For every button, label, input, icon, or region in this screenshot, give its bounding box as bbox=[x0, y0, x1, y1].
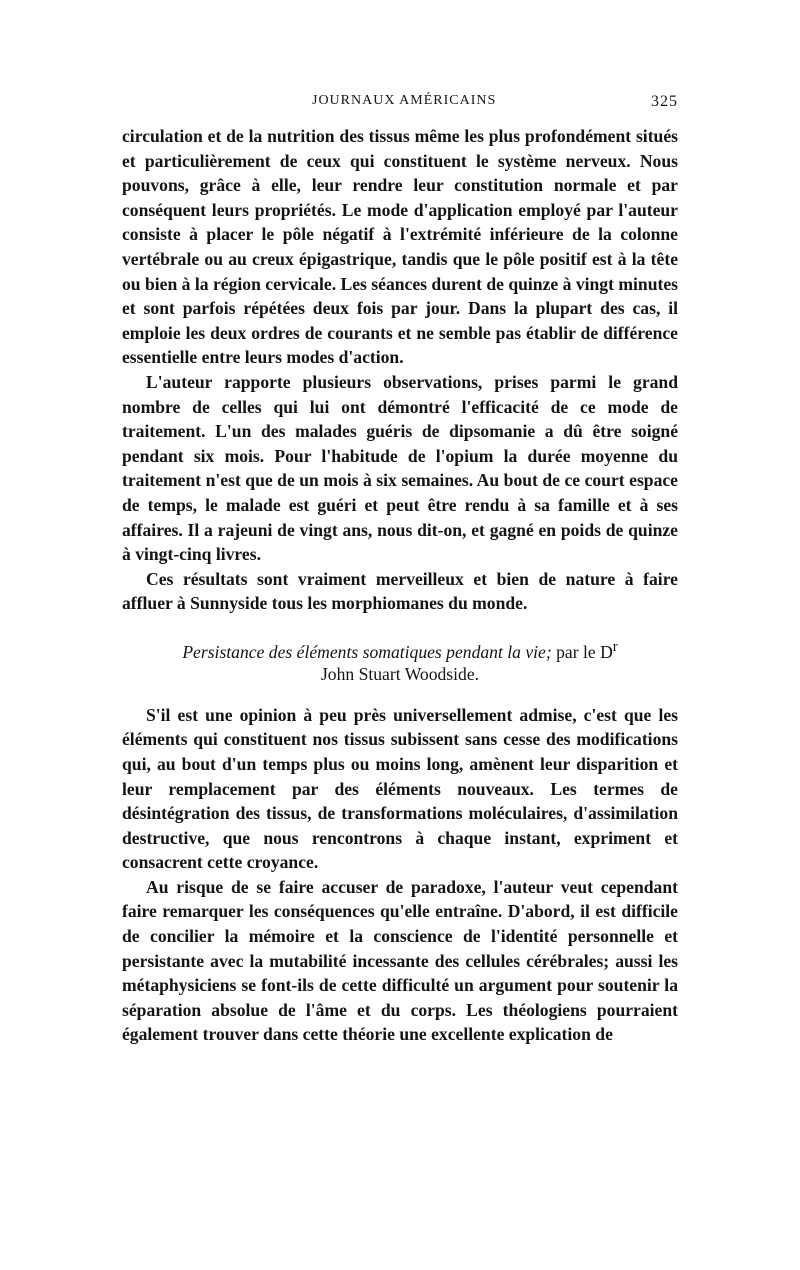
body-text bbox=[122, 124, 678, 1047]
paragraph: S'il est une opinion à peu près universellement admise, c'est que les éléments qui constituent nos tissus subissent sans cesse des modifications qui, au bout d'un temps plus ou moins long, amènent leur disparition et leur remplacement par des éléments nouveaux. Les termes de désintégration des tissus, de transformations moléculaires, d'assimilation destructive, que nous rencontrons à chaque instant, expriment et consacrent cette croyance. bbox=[122, 704, 678, 873]
paragraph: Au risque de se faire accuser de paradoxe, l'auteur veut cependant faire remarquer les conséquences qu'elle entraîne. D'abord, il est difficile de concilier la mémoire et la conscience de l'identité personnelle et persistante avec la mutabilité incessante des cellules cérébrales; aussi les métaphysiciens se font-ils de cette difficulté un argument pour soutenir la séparation absolue de l'âme et du corps. Les théologiens pourraient également trouver dans cette théorie une excellente explication de bbox=[122, 876, 678, 1045]
section-title: Persistance des éléments somatiques pendant la vie; bbox=[182, 641, 552, 662]
paragraph: L'auteur rapporte plusieurs observations, prises parmi le grand nombre de celles qui lui ont démontré l'efficacité de ce mode de traitement. L'un des malades guéris de dipsomanie a dû être soigné pendant six mois. Pour l'habitude de l'opium la durée moyenne du traitement n'est que de un mois à six semaines. Au bout de ce court espace de temps, le malade est guéri et peut être rendu à sa famille et à ses affaires. Il a rajeuni de vingt ans, nous dit-on, et gagné en poids de quinze à vingt-cinq livres. bbox=[122, 371, 678, 565]
paragraph: circulation et de la nutrition des tissus même les plus profondément situés et particulièrement de ceux qui constituent le système nerveux. Nous pouvons, grâce à elle, leur rendre leur constitution normale et par conséquent leurs propriétés. Le mode d'application employé par l'auteur consiste à placer le pôle négatif à l'extrémité inférieure de la colonne vertébrale ou au creux épigastrique, tandis que le pôle positif est à la tête ou bien à la région cervicale. Les séances durent de quinze à vingt minutes et sont parfois répétées deux fois par jour. Dans la plupart des cas, il emploie les deux ordres de courants et ne semble pas établir de différence essentielle entre leurs modes d'action. bbox=[122, 126, 678, 368]
paragraph: Ces résultats sont vraiment merveilleux et bien de nature à faire affluer à Sunnyside tous les morphiomanes du monde. bbox=[122, 568, 678, 614]
byline-prefix: par le D bbox=[556, 641, 613, 662]
section-author: John Stuart Woodside. bbox=[320, 663, 480, 684]
byline-sup: r bbox=[612, 638, 618, 655]
running-header bbox=[122, 93, 678, 115]
section-heading bbox=[122, 636, 678, 685]
page-number: 325 bbox=[651, 93, 678, 110]
running-title: JOURNAUX AMÉRICAINS bbox=[312, 93, 497, 108]
